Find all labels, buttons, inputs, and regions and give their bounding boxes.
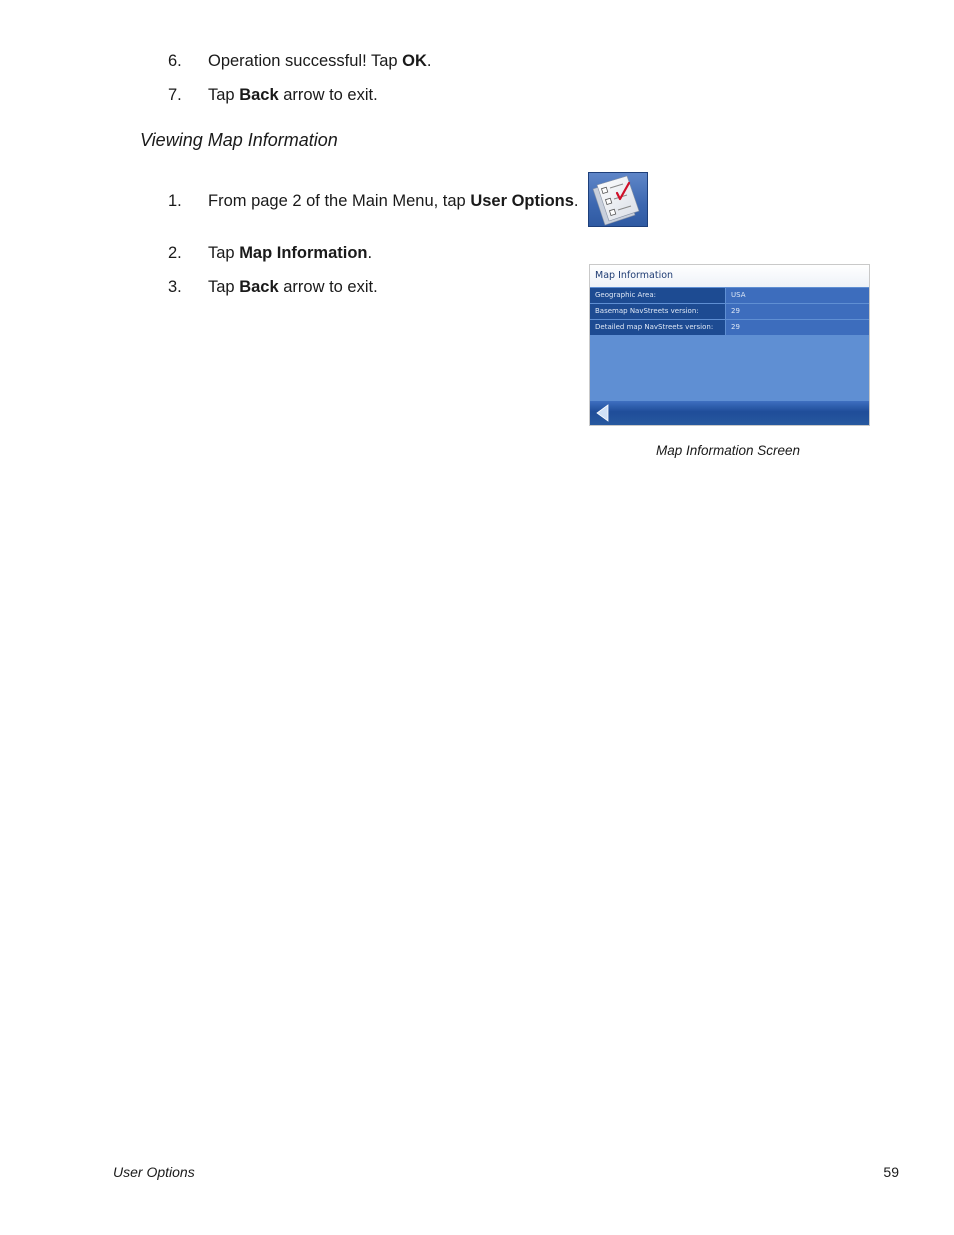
info-row-value: USA — [726, 288, 869, 303]
info-row-value: 29 — [726, 320, 869, 335]
step-text-post: arrow to exit. — [278, 86, 378, 104]
footer-section-title: User Options — [113, 1164, 195, 1180]
info-row-basemap-version — [590, 304, 869, 320]
figure-caption: Map Information Screen — [655, 443, 801, 458]
step-text-post: arrow to exit. — [278, 278, 378, 296]
info-row-label: Detailed map NavStreets version: — [590, 320, 725, 335]
step-text — [208, 51, 431, 71]
step-number: 1. — [168, 192, 182, 210]
step-text — [208, 243, 372, 263]
step-text-post: . — [367, 244, 373, 262]
step-text-bold: User Options — [470, 192, 574, 210]
step-text-post: . — [573, 192, 579, 210]
step-text-bold: OK — [402, 52, 427, 70]
step-number: 2. — [168, 244, 182, 262]
step-number: 6. — [168, 52, 182, 70]
footer-page-number: 59 — [883, 1164, 899, 1180]
step-number: 7. — [168, 86, 182, 104]
checklist-icon-graphic — [589, 173, 647, 226]
step-text-pre: From page 2 of the Main Menu, tap — [208, 192, 471, 210]
info-row-geographic-area — [590, 288, 869, 304]
step-text-pre: Operation successful! Tap — [208, 52, 403, 70]
info-row-label: Geographic Area: — [590, 288, 725, 303]
section-heading: Viewing Map Information — [140, 130, 338, 150]
step-text-pre: Tap — [208, 244, 240, 262]
step-text-bold: Map Information — [239, 244, 368, 262]
info-row-label: Basemap NavStreets version: — [590, 304, 725, 319]
step-text-bold: Back — [239, 278, 279, 296]
screen-bottom-bar — [590, 401, 869, 425]
info-row-value: 29 — [726, 304, 869, 319]
screen-title: Map Information — [590, 265, 869, 287]
step-number: 3. — [168, 278, 182, 296]
user-options-checklist-icon — [588, 172, 648, 227]
step-text-bold: Back — [239, 86, 279, 104]
step-text-post: . — [426, 52, 432, 70]
info-row-detailed-map-version — [590, 320, 869, 336]
step-text — [208, 85, 378, 105]
back-arrow-icon[interactable] — [596, 404, 610, 422]
step-text-pre: Tap — [208, 86, 240, 104]
step-text-pre: Tap — [208, 278, 240, 296]
map-information-screen — [589, 264, 870, 426]
step-text — [208, 277, 378, 297]
step-text — [208, 191, 579, 211]
